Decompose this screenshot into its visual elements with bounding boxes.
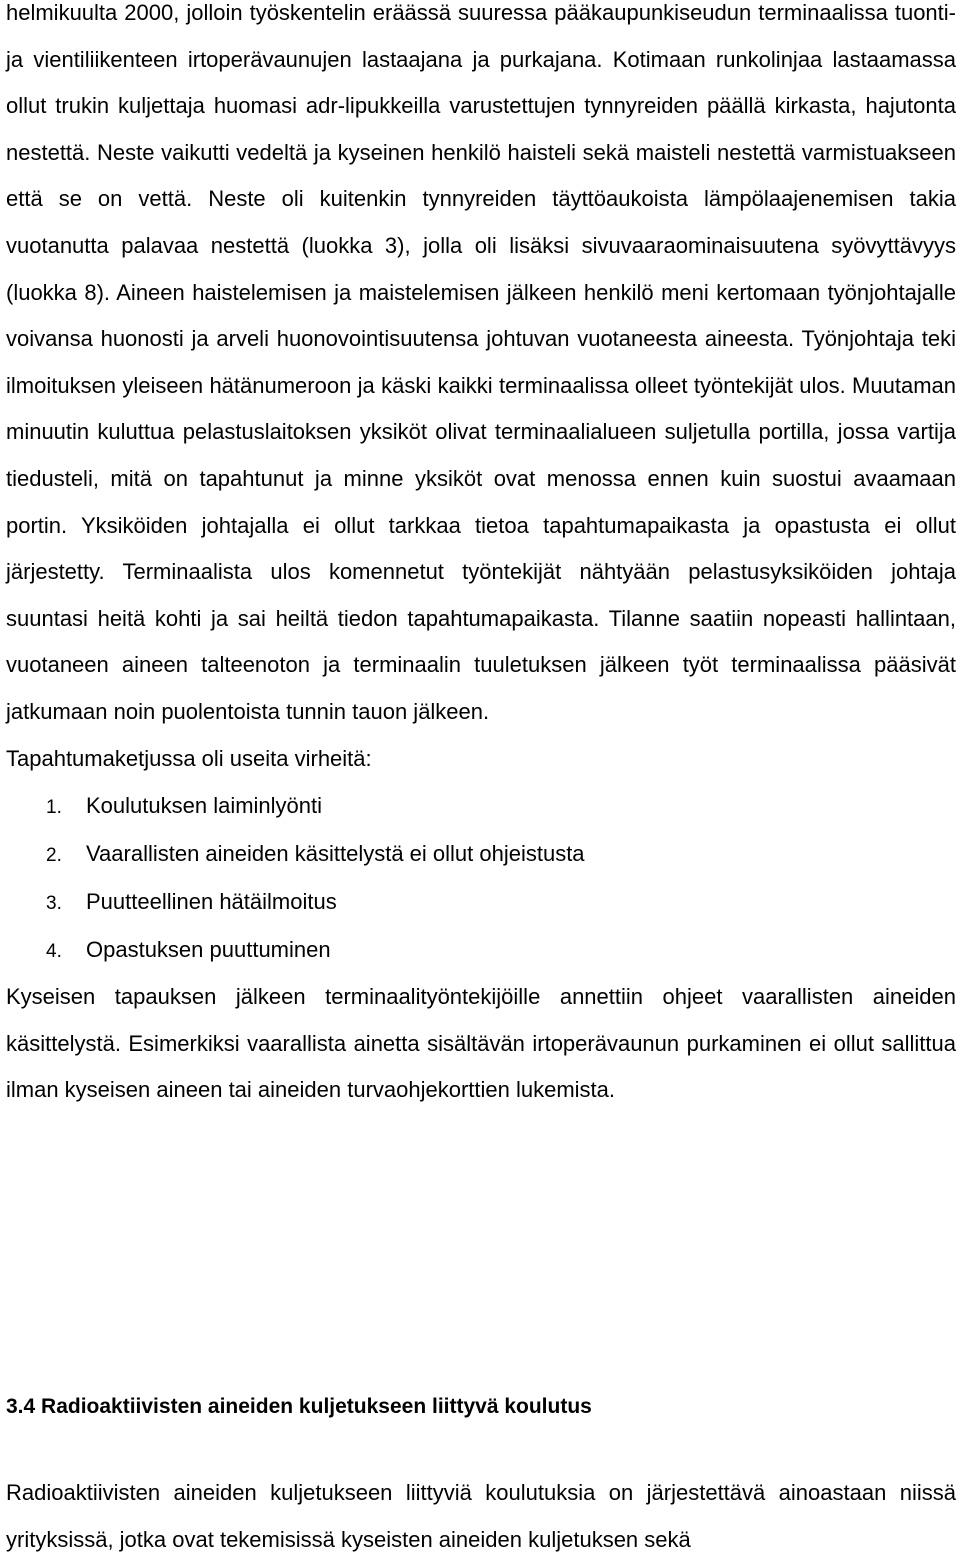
list-item <box>6 782 956 830</box>
list-item <box>6 878 956 926</box>
errors-intro: Tapahtumaketjussa oli useita virheitä: <box>6 745 372 771</box>
list-item-number: 1. <box>46 797 62 819</box>
list-item-text: Vaarallisten aineiden käsittelystä ei ollut ohjeistusta <box>86 841 585 867</box>
section-paragraph: Radioaktiivisten aineiden kuljetukseen liittyviä koulutuksia on järjestettävä ainoastaan niissä yrityksissä, jotka ovat tekemisissä kyseisten aineiden kuljetuksen sekä <box>6 1480 956 1552</box>
section-heading: 3.4 Radioaktiivisten aineiden kuljetukseen liittyvä koulutus <box>6 1395 592 1418</box>
list-item-number: 4. <box>46 941 62 963</box>
errors-list <box>6 782 956 974</box>
list-item-number: 3. <box>46 893 62 915</box>
list-item-number: 2. <box>46 845 62 867</box>
incident-paragraph: helmikuulta 2000, jolloin työskentelin eräässä suuressa pääkaupunkiseudun terminaalissa tuonti- ja vientiliikenteen irtoperävaunujen lastaajana ja purkajana. Kotimaan runkolinjaa lastaamassa ollut trukin kuljettaja huomasi adr-lipukkeilla varustettujen tynnyreiden päällä kirkasta, hajutonta nestettä. Neste vaikutti vedeltä ja kyseinen henkilö haisteli sekä maisteli nestettä varmistuakseen että se on vettä. Neste oli kuitenkin tynnyreiden täyttöaukoista lämpölaajenemisen takia vuotanutta palavaa nestettä (luokka 3), jolla oli lisäksi sivuvaaraominaisuutena syövyttävyys (luokka 8). Aineen haistelemisen ja maistelemisen jälkeen henkilö meni kertomaan työnjohtajalle voivansa huonosti ja arveli huonovointisuutensa johtuvan vuotaneesta aineesta. Työnjohtaja teki ilmoituksen yleiseen hätänumeroon ja käski kaikki terminaalissa olleet työntekijät ulos. Muutaman minuutin kuluttua pelastuslaitoksen yksiköt olivat terminaalialueen suljetulla portilla, jossa vartija tiedusteli, mitä on tapahtunut ja minne yksiköt ovat menossa ennen kuin suostui avaamaan portin. Yksiköiden johtajalla ei ollut tarkkaa tietoa tapahtumapaikasta ja opastusta ei ollut järjestetty. Terminaalista ulos komennetut työntekijät nähtyään pelastusyksiköiden johtaja suuntasi heitä kohti ja sai heiltä tiedon tapahtumapaikasta. Tilanne saatiin nopeasti hallintaan, vuotaneen aineen talteenoton ja terminaalin tuuletuksen jälkeen työt terminaalissa pääsivät jatkumaan noin puolentoista tunnin tauon jälkeen. <box>6 0 956 724</box>
after-paragraph: Kyseisen tapauksen jälkeen terminaalityöntekijöille annettiin ohjeet vaarallisten aineiden käsittelystä. Esimerkiksi vaarallista ainetta sisältävän irtoperävaunun purkaminen ei ollut sallittua ilman kyseisen aineen tai aineiden turvaohjekorttien lukemista. <box>6 984 956 1103</box>
list-item-text: Koulutuksen laiminlyönti <box>86 793 323 819</box>
list-item-text: Puutteellinen hätäilmoitus <box>86 889 337 915</box>
document-page <box>6 0 956 1552</box>
list-item <box>6 926 956 974</box>
list-item <box>6 830 956 878</box>
list-item-text: Opastuksen puuttuminen <box>86 937 331 963</box>
